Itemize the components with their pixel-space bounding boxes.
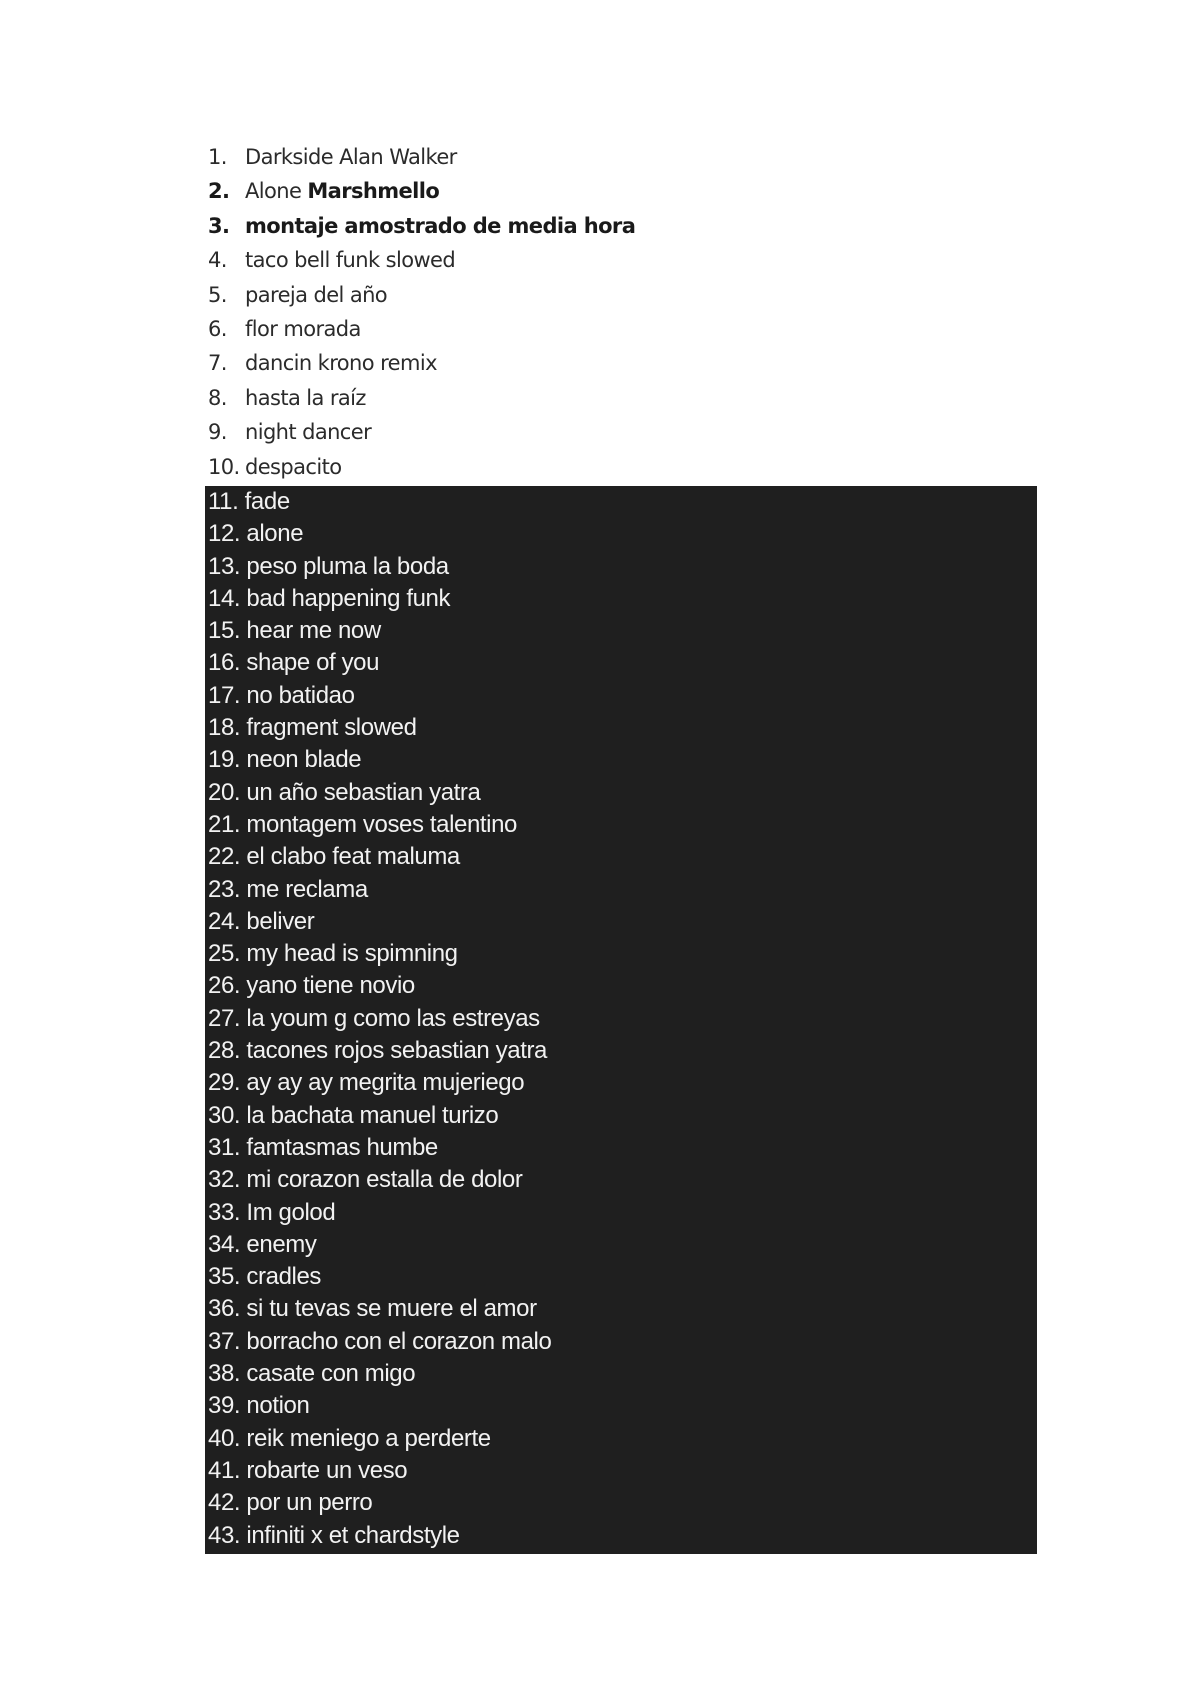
list-item-number: 9.: [208, 420, 227, 445]
list-item: 17. no batidao: [208, 681, 355, 709]
list-item-number: 4.: [208, 248, 227, 273]
song-list-plain: [208, 140, 1008, 484]
list-item-number: 3.: [208, 213, 230, 238]
list-item-number: 7.: [208, 351, 227, 376]
list-item: 21. montagem voses talentino: [208, 810, 517, 838]
list-item-text: Alone: [245, 179, 308, 204]
list-item-number: 6.: [208, 316, 227, 341]
list-item-text: dancin krono remix: [245, 351, 437, 376]
list-item: 43. infiniti x et chardstyle: [208, 1521, 460, 1549]
list-item: 30. la bachata manuel turizo: [208, 1101, 499, 1129]
list-item: 24. beliver: [208, 907, 315, 935]
list-item: 19. neon blade: [208, 746, 362, 774]
list-item: 36. si tu tevas se muere el amor: [208, 1295, 537, 1323]
list-item-text: Darkside Alan Walker: [245, 145, 457, 169]
list-item-number: 1.: [208, 145, 227, 169]
list-item-text: despacito: [245, 454, 342, 479]
list-item: 26. yano tiene novio: [208, 972, 415, 1000]
list-item: 11. fade: [208, 488, 290, 515]
list-item: 25. my head is spimning: [208, 940, 458, 968]
list-item: 38. casate con migo: [208, 1360, 416, 1388]
list-item: 27. la youm g como las estreyas: [208, 1004, 540, 1032]
list-item: [208, 415, 1008, 449]
list-item: [208, 140, 1008, 174]
list-item-number: 8.: [208, 385, 227, 410]
list-item: [208, 312, 1008, 346]
list-item: [208, 174, 1008, 208]
list-item: 15. hear me now: [208, 617, 381, 645]
list-item: 42. por un perro: [208, 1489, 373, 1517]
list-item-number: 2.: [208, 179, 230, 204]
list-item: 13. peso pluma la boda: [208, 552, 449, 580]
list-item: 23. me reclama: [208, 875, 368, 903]
list-item: 14. bad happening funk: [208, 584, 451, 612]
list-item: 22. el clabo feat maluma: [208, 843, 460, 871]
list-item: 33. Im golod: [208, 1198, 336, 1226]
song-list-highlighted: [208, 486, 551, 1552]
list-item: [208, 346, 1008, 380]
list-item: 28. tacones rojos sebastian yatra: [208, 1037, 548, 1065]
list-item: 31. famtasmas humbe: [208, 1133, 438, 1161]
list-item: 29. ay ay ay megrita mujeriego: [208, 1069, 525, 1097]
list-item-text: taco bell funk slowed: [245, 248, 456, 273]
list-item: [208, 209, 1008, 243]
list-item: 39. notion: [208, 1392, 310, 1420]
list-item-text: hasta la raíz: [245, 385, 366, 410]
list-item: [208, 278, 1008, 312]
list-item: [208, 381, 1008, 415]
list-item-bold-text: montaje amostrado de media hora: [245, 213, 636, 238]
list-item: 34. enemy: [208, 1230, 317, 1258]
list-item: 18. fragment slowed: [208, 714, 417, 742]
list-item: 41. robarte un veso: [208, 1456, 408, 1484]
list-item-number: 10.: [208, 454, 240, 479]
list-item: 40. reik meniego a perderte: [208, 1424, 491, 1452]
list-item: [208, 243, 1008, 277]
list-item-text: flor morada: [245, 316, 361, 341]
list-item: 16. shape of you: [208, 649, 380, 677]
list-item: 32. mi corazon estalla de dolor: [208, 1166, 523, 1194]
list-item-text: night dancer: [245, 420, 372, 445]
list-item: 37. borracho con el corazon malo: [208, 1327, 552, 1355]
list-item-number: 5.: [208, 282, 227, 307]
list-item-bold-text: Marshmello: [307, 179, 440, 204]
highlighted-block: [205, 486, 1037, 1554]
list-item: 20. un año sebastian yatra: [208, 778, 481, 806]
list-item: 35. cradles: [208, 1263, 321, 1291]
list-item-text: pareja del año: [245, 282, 388, 307]
list-item: [208, 450, 1008, 484]
list-item: 12. alone: [208, 520, 304, 548]
